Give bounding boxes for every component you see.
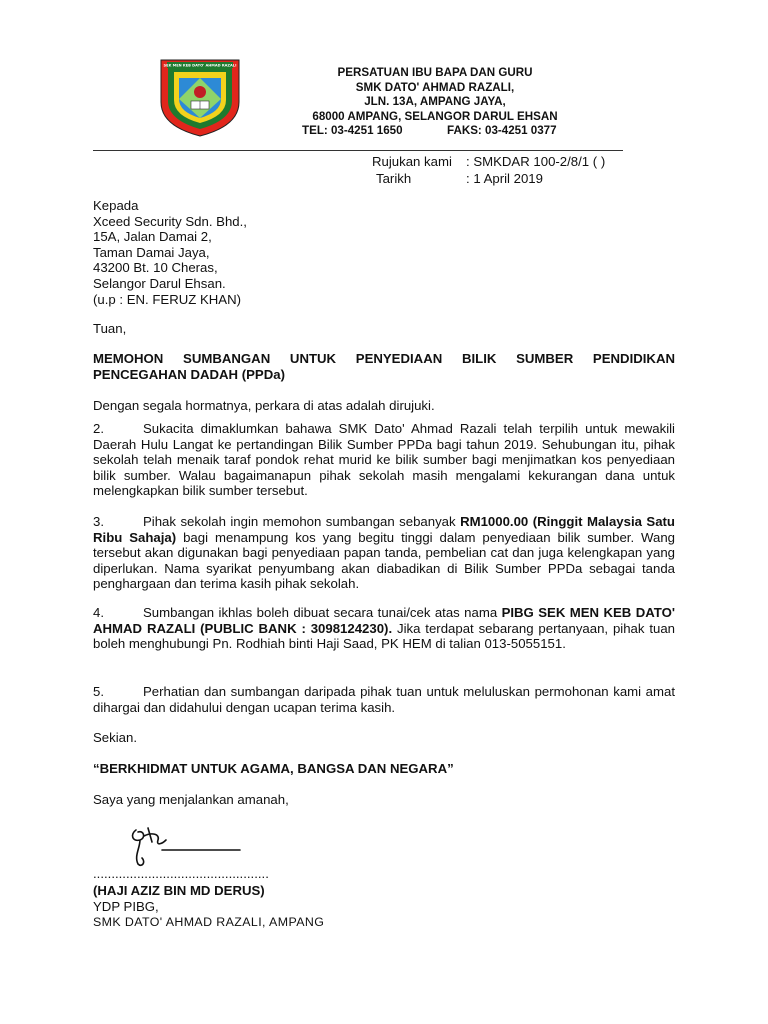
letterhead-line: PERSATUAN IBU BAPA DAN GURU <box>337 66 533 79</box>
motto: “BERKHIDMAT UNTUK AGAMA, BANGSA DAN NEGARA” <box>93 761 454 776</box>
salutation: Tuan, <box>93 321 127 336</box>
signatory-organisation: SMK DATO' AHMAD RAZALI, AMPANG <box>93 915 325 929</box>
bank-account-details: PIBG SEK MEN KEB DATO' AHMAD RAZALI (PUBLIC BANK : 3098124230). <box>93 605 675 636</box>
date-label: Tarikh <box>376 171 412 186</box>
paragraph-number: 3. <box>93 514 104 529</box>
paragraph-2 <box>93 421 675 499</box>
reference-value: : SMKDAR 100-2/8/1 ( ) <box>466 154 606 169</box>
paragraph-number: 2. <box>93 421 104 436</box>
recipient-line: Selangor Darul Ehsan. <box>93 275 226 291</box>
recipient-line: 15A, Jalan Damai 2, <box>93 229 212 245</box>
paragraph-number: 5. <box>93 684 104 699</box>
recipient-address <box>93 198 393 307</box>
signatory-title: YDP PIBG, <box>93 899 159 914</box>
letterhead-line: SMK DATO' AHMAD RAZALI, <box>355 80 515 94</box>
intro-paragraph: Dengan segala hormatnya, perkara di atas adalah dirujuki. <box>93 398 435 413</box>
letterhead-fax: FAKS: 03-4251 0377 <box>447 124 557 137</box>
letterhead-divider <box>93 150 623 151</box>
recipient-line: (u.p : EN. FERUZ KHAN) <box>93 291 242 307</box>
date-line <box>372 171 543 186</box>
recipient-line: 43200 Bt. 10 Cheras, <box>93 260 218 276</box>
paragraph-text: bagi menampung kos yang begitu tinggi dalam penyediaan bilik sumber. Wang tersebut akan digunakan bagi penyediaan papan tanda, pembelian cat dan juga kelengkapan yang diperlukan. Nama syarikat penyumbang akan diabadikan di Bilik Sumber PPDa sebagai tanda penghargaan dan terima kasih pihak sekolah. <box>93 529 676 592</box>
crest-banner-text: SEK MEN KEB DATO' AHMAD RAZALI <box>163 63 237 68</box>
letterhead-line: 68000 AMPANG, SELANGOR DARUL EHSAN <box>312 109 558 123</box>
date-value: : 1 April 2019 <box>466 171 543 186</box>
handwritten-signature <box>122 822 246 870</box>
closing: Sekian. <box>93 730 137 745</box>
school-crest-logo <box>155 56 245 138</box>
recipient-line: Taman Damai Jaya, <box>93 244 210 260</box>
subject: MEMOHON SUMBANGAN UNTUK PENYEDIAAN BILIK SUMBER PENDIDIKAN PENCEGAHAN DADAH (PPDa) <box>93 351 675 382</box>
paragraph-text: Sumbangan ikhlas boleh dibuat secara tunai/cek atas nama <box>143 605 502 620</box>
recipient-line: Xceed Security Sdn. Bhd., <box>93 213 247 229</box>
trust-line: Saya yang menjalankan amanah, <box>93 792 289 807</box>
recipient-line: Kepada <box>93 198 139 213</box>
reference-line <box>372 154 605 169</box>
letterhead-contact <box>302 124 602 139</box>
paragraph-3 <box>93 514 675 592</box>
reference-label: Rujukan kami <box>372 154 452 169</box>
letterhead-tel: TEL: 03-4251 1650 <box>302 124 403 137</box>
paragraph-4 <box>93 605 675 652</box>
paragraph-text: Jika terdapat sebarang pertanyaan, pihak tuan boleh menghubungi Pn. Rodhiah binti Haji Saad, PK HEM di talian 013-5055151. <box>93 620 675 652</box>
signature-dotted-line: ................................................ <box>93 866 269 881</box>
donation-amount: RM1000.00 (Ringgit Malaysia Satu Ribu Sahaja) <box>93 514 675 545</box>
paragraph-text: Pihak sekolah ingin memohon sumbangan sebanyak <box>143 514 461 529</box>
signatory-name: (HAJI AZIZ BIN MD DERUS) <box>93 883 265 898</box>
letterhead-line: JLN. 13A, AMPANG JAYA, <box>364 95 506 108</box>
paragraph-5 <box>93 684 675 715</box>
paragraph-text: Perhatian dan sumbangan daripada pihak tuan untuk meluluskan permohonan kami amat dihargai dan didahului dengan ucapan terima kasih. <box>93 684 675 715</box>
letterhead <box>260 66 610 124</box>
paragraph-text: Sukacita dimaklumkan bahawa SMK Dato' Ahmad Razali telah terpilih untuk mewakili Daerah Hulu Langat ke pertandingan Bilik Sumber PPDa bagi tahun 2019. Sehubungan itu, pihak sekolah telah menaik taraf pondok rehat murid ke bilik sumber bagi menjimatkan kos penyediaan bilik sumber. Walau bagaimanapun pihak sekolah masih mengalami kekurangan dana untuk melengkapkan bilik sumber tersebut. <box>93 421 675 499</box>
paragraph-number: 4. <box>93 605 104 620</box>
